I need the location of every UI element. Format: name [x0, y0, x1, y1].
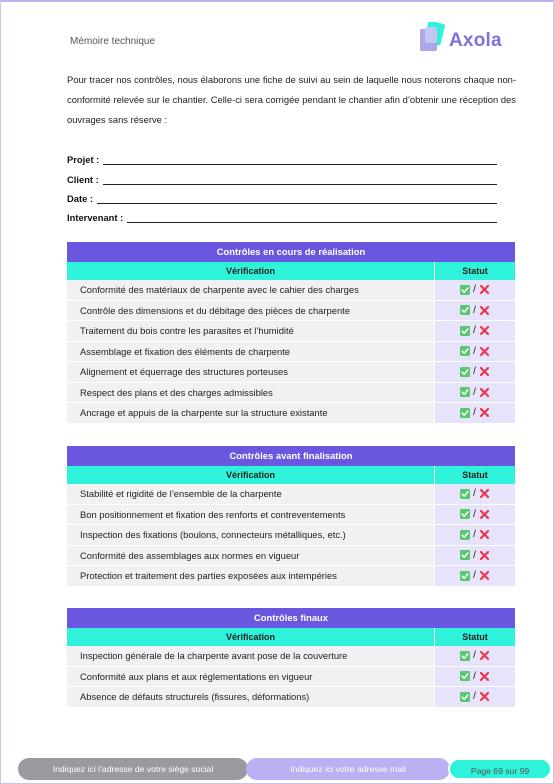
cross-icon[interactable] [479, 509, 490, 520]
status-separator: / [473, 304, 476, 316]
footer-page-number: Page 69 sur 99 [448, 758, 552, 780]
verification-cell: Assemblage et fixation des éléments de charpente [67, 342, 435, 362]
logo-mark-icon [419, 22, 445, 52]
check-icon[interactable] [460, 346, 470, 356]
status-separator: / [473, 549, 476, 561]
table-header [67, 466, 515, 484]
cross-icon[interactable] [479, 529, 490, 540]
status-separator: / [473, 386, 476, 398]
cross-icon[interactable] [479, 671, 490, 682]
table-header [67, 262, 515, 280]
cross-icon[interactable] [479, 366, 490, 377]
verification-cell: Conformité des matériaux de charpente avec le cahier des charges [67, 280, 435, 300]
check-icon[interactable] [460, 408, 470, 418]
date-field[interactable] [67, 185, 497, 204]
check-icon[interactable] [460, 571, 470, 581]
check-icon[interactable] [460, 489, 470, 499]
check-icon[interactable] [460, 326, 470, 336]
section-title: Contrôles finaux [67, 608, 515, 628]
verification-cell: Bon positionnement et fixation des renforts et contreventements [67, 505, 435, 525]
project-label: Projet : [67, 154, 100, 166]
intervenant-label: Intervenant : [67, 212, 124, 224]
status-cell [435, 667, 515, 687]
check-icon[interactable] [460, 509, 470, 519]
verification-cell: Stabilité et rigidité de l’ensemble de la charpente [67, 484, 435, 504]
cross-icon[interactable] [479, 284, 490, 295]
status-separator: / [473, 650, 476, 662]
status-cell [435, 280, 515, 300]
check-icon[interactable] [460, 671, 470, 681]
status-cell [435, 525, 515, 545]
cross-icon[interactable] [479, 488, 490, 499]
footer-address: Indiquez ici l’adresse de votre siège social [18, 758, 248, 780]
status-separator: / [473, 284, 476, 296]
status-cell [435, 505, 515, 525]
statut-header: Statut [462, 470, 488, 480]
check-icon[interactable] [460, 550, 470, 560]
cross-icon[interactable] [479, 346, 490, 357]
status-separator: / [473, 508, 476, 520]
verification-header: Vérification [67, 262, 435, 280]
status-cell [435, 403, 515, 423]
footer [18, 758, 552, 780]
cross-icon[interactable] [479, 650, 490, 661]
table-row [67, 687, 515, 708]
intervenant-line[interactable] [127, 212, 497, 223]
status-separator: / [473, 345, 476, 357]
check-icon[interactable] [460, 305, 470, 315]
cross-icon[interactable] [479, 550, 490, 561]
verification-header: Vérification [67, 466, 435, 484]
cross-icon[interactable] [479, 305, 490, 316]
table-row [67, 646, 515, 667]
section-title: Contrôles en cours de réalisation [67, 242, 515, 262]
status-cell [435, 566, 515, 586]
status-separator: / [473, 488, 476, 500]
cross-icon[interactable] [479, 570, 490, 581]
verification-cell: Protection et traitement des parties exposées aux intempéries [67, 566, 435, 586]
status-cell [435, 687, 515, 707]
table-row [67, 525, 515, 546]
cross-icon[interactable] [479, 407, 490, 418]
company-logo [419, 22, 514, 56]
table-header [67, 628, 515, 646]
date-label: Date : [67, 192, 94, 204]
client-label: Client : [67, 173, 99, 185]
client-line[interactable] [103, 174, 497, 185]
table-row [67, 403, 515, 424]
project-line[interactable] [103, 154, 497, 165]
verification-cell: Traitement du bois contre les parasites et l’humidité [67, 321, 435, 341]
verification-cell: Inspection des fixations (boulons, connecteurs métalliques, etc.) [67, 525, 435, 545]
status-separator: / [473, 570, 476, 582]
check-icon[interactable] [460, 387, 470, 397]
section-title: Contrôles avant finalisation [67, 446, 515, 466]
verification-cell: Alignement et équerrage des structures porteuses [67, 362, 435, 382]
status-separator: / [473, 670, 476, 682]
cross-icon[interactable] [479, 691, 490, 702]
table-row [67, 383, 515, 404]
intervenant-field[interactable] [67, 204, 497, 223]
status-cell [435, 383, 515, 403]
table-row [67, 667, 515, 688]
verification-cell: Respect des plans et des charges admissibles [67, 383, 435, 403]
status-cell [435, 484, 515, 504]
check-icon[interactable] [460, 692, 470, 702]
status-cell [435, 301, 515, 321]
table-row [67, 505, 515, 526]
check-icon[interactable] [460, 367, 470, 377]
logo-text: Axola [449, 30, 502, 51]
verification-cell: Contrôle des dimensions et du débitage des pièces de charpente [67, 301, 435, 321]
date-line[interactable] [97, 193, 497, 204]
status-cell [435, 362, 515, 382]
status-separator: / [473, 691, 476, 703]
project-field[interactable] [67, 146, 497, 165]
verification-cell: Inspection générale de la charpente avant pose de la couverture [67, 646, 435, 666]
footer-email: Indiquez ici votre adresse mail [246, 758, 450, 780]
section-final [67, 608, 515, 708]
verification-header: Vérification [67, 628, 435, 646]
verification-cell: Ancrage et appuis de la charpente sur la structure existante [67, 403, 435, 423]
section-in-progress [67, 242, 515, 424]
check-icon[interactable] [460, 530, 470, 540]
status-cell [435, 321, 515, 341]
status-separator: / [473, 529, 476, 541]
verification-cell: Absence de défauts structurels (fissures, déformations) [67, 687, 435, 707]
cross-icon[interactable] [479, 387, 490, 398]
intro-paragraph: Pour tracer nos contrôles, nous élaborons une fiche de suivi au sein de laquelle nous noterons chaque non-conformité relevée sur le chantier. Celle-ci sera corrigée pendant le chantier afin d’obtenir une réception des ouvrages sans réserve : [67, 74, 516, 125]
cross-icon[interactable] [479, 325, 490, 336]
statut-header: Statut [462, 266, 488, 276]
info-fields [67, 146, 497, 223]
client-field[interactable] [67, 165, 497, 184]
verification-cell: Conformité des assemblages aux normes en vigueur [67, 546, 435, 566]
table-row [67, 362, 515, 383]
status-cell [435, 342, 515, 362]
table-row [67, 484, 515, 505]
table-row [67, 280, 515, 301]
status-separator: / [473, 407, 476, 419]
check-icon[interactable] [460, 285, 470, 295]
table-row [67, 342, 515, 363]
table-row [67, 546, 515, 567]
table-row [67, 566, 515, 587]
status-separator: / [473, 366, 476, 378]
verification-cell: Conformité aux plans et aux réglementations en vigueur [67, 667, 435, 687]
status-cell [435, 646, 515, 666]
table-row [67, 301, 515, 322]
table-row [67, 321, 515, 342]
status-cell [435, 546, 515, 566]
document-title: Mémoire technique [70, 36, 156, 47]
status-separator: / [473, 325, 476, 337]
check-icon[interactable] [460, 651, 470, 661]
section-before-finalisation [67, 446, 515, 587]
statut-header: Statut [462, 632, 488, 642]
